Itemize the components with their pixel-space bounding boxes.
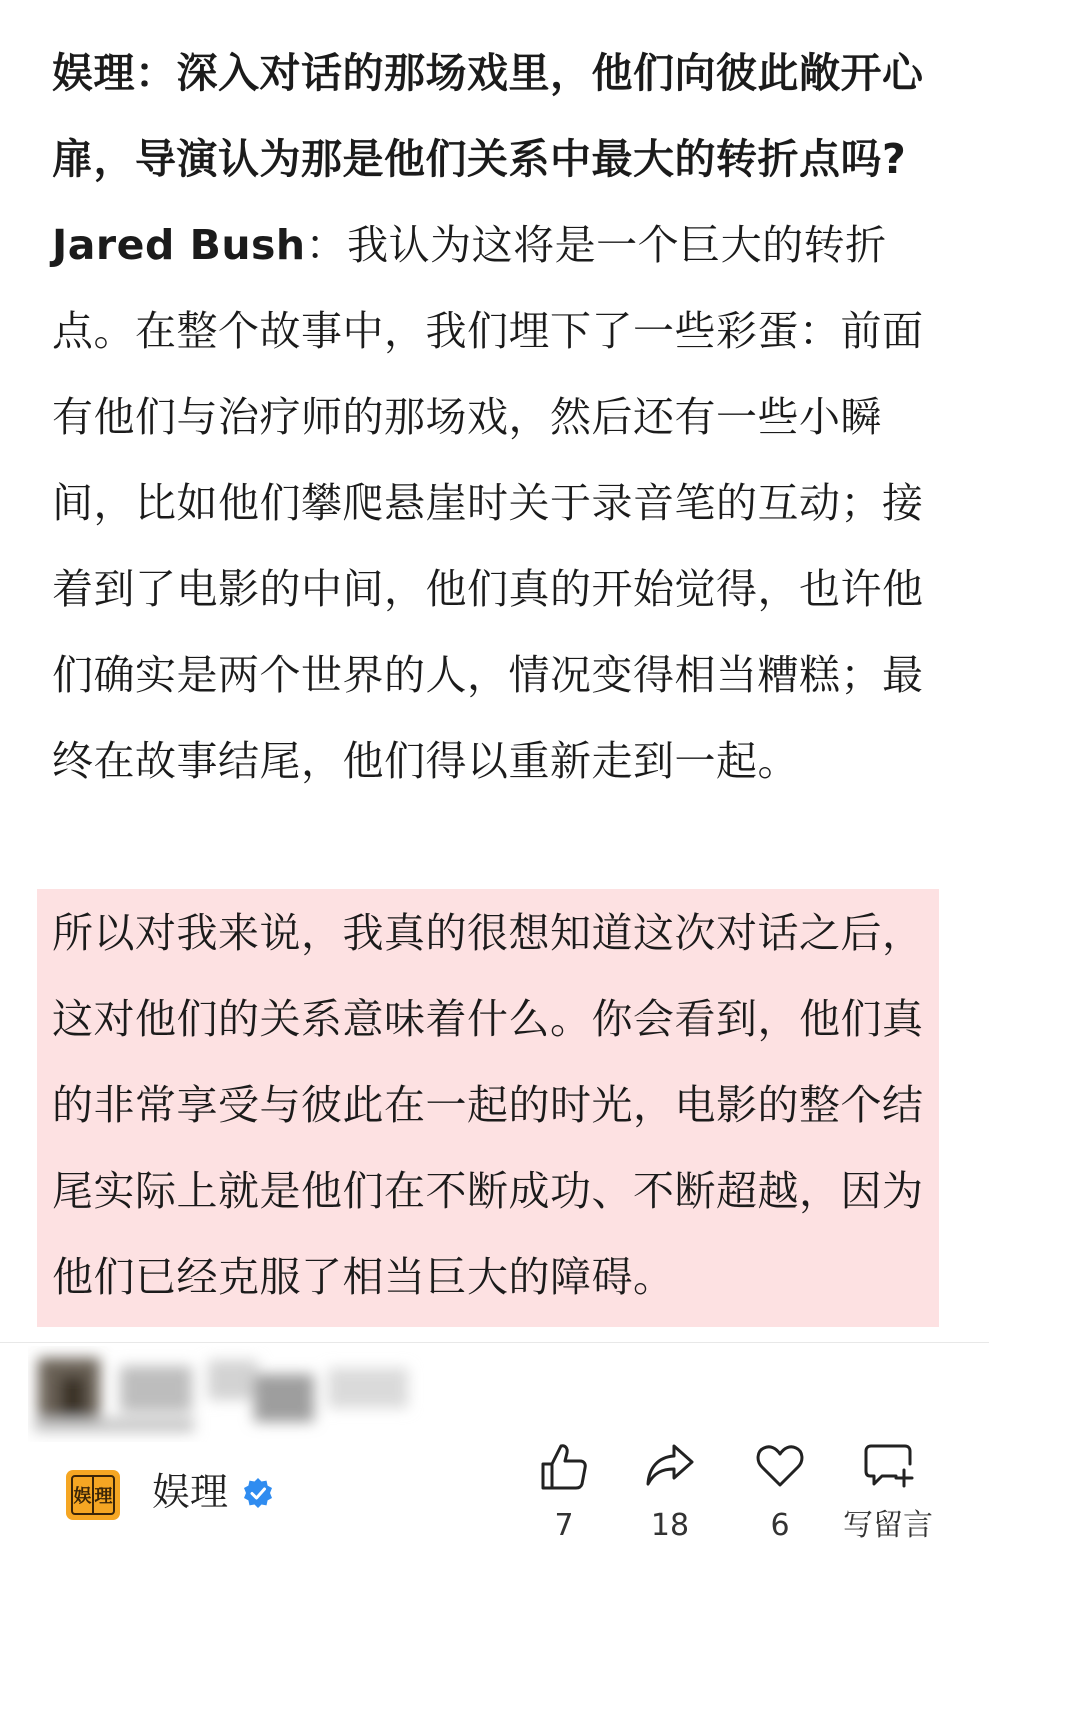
- share-arrow-icon: [644, 1440, 696, 1492]
- svg-text:理: 理: [94, 1486, 113, 1507]
- share-count: 18: [650, 1508, 690, 1543]
- answer-text: ：我认为这将是一个巨大的转折点。在整个故事中，我们埋下了一些彩蛋：前面有他们与治疗师的那场戏，然后还有一些小瞬间，比如他们攀爬悬崖时关于录音笔的互动；接着到了电影的中间，他们真的开始觉得，也许他们确实是两个世界的人，情况变得相当糟糕；最终在故事结尾，他们得以重新走到一起。: [52, 221, 924, 785]
- thumbs-up-icon: [538, 1440, 590, 1492]
- verified-badge-icon: [242, 1477, 274, 1509]
- comment-button[interactable]: [838, 1440, 938, 1546]
- like-button[interactable]: [514, 1440, 614, 1546]
- like-count: 7: [554, 1508, 574, 1543]
- comment-label: 写留言: [843, 1508, 933, 1543]
- favorite-count: 6: [770, 1508, 790, 1543]
- highlighted-paragraph: 所以对我来说，我真的很想知道这次对话之后，这对他们的关系意味着什么。你会看到，他们真的非常享受与彼此在一起的时光，电影的整个结尾实际上就是他们在不断成功、不断超越，因为他们已经克服了相当巨大的障碍。: [52, 909, 924, 1301]
- favorite-button[interactable]: [730, 1440, 830, 1546]
- comment-plus-icon: [862, 1440, 914, 1492]
- account-logo-icon[interactable]: [64, 1466, 122, 1524]
- interview-answer: [52, 202, 942, 804]
- share-button[interactable]: [620, 1440, 720, 1546]
- divider: [0, 1342, 989, 1343]
- blurred-image-strip: [28, 1346, 428, 1442]
- answer-speaker: Jared Bush: [52, 221, 306, 269]
- heart-icon: [754, 1440, 806, 1492]
- interview-question: 娱理：深入对话的那场戏里，他们向彼此敞开心扉，导演认为那是他们关系中最大的转折点吗?: [52, 49, 924, 183]
- svg-text:娱: 娱: [73, 1486, 92, 1507]
- account-name[interactable]: 娱理: [152, 1470, 229, 1514]
